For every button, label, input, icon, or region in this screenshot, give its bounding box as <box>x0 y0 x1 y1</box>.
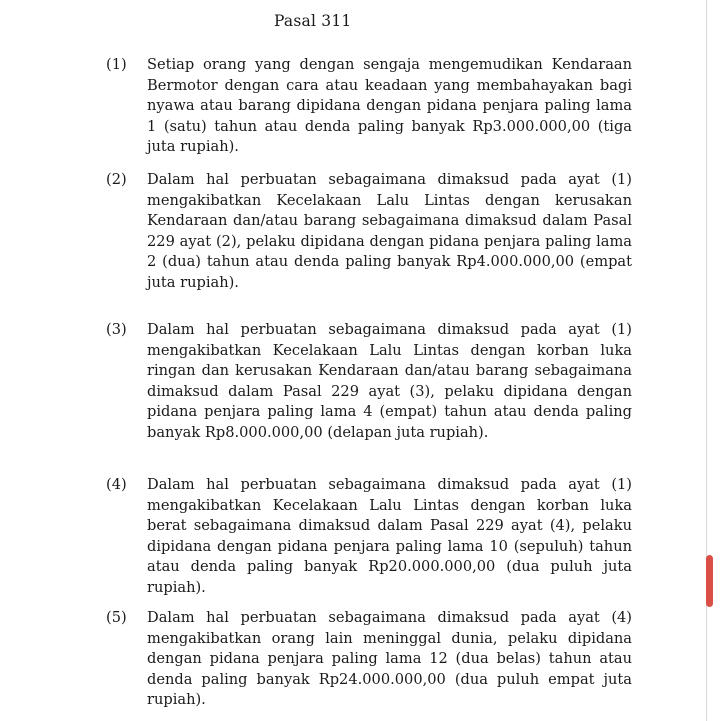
ayat-text: Setiap orang yang dengan sengaja mengemudikan Kendaraan Bermotor dengan cara atau keadaan yang membahayakan bagi nyawa atau barang dipidana dengan pidana penjara paling lama 1 (satu) tahun atau denda paling banyak Rp3.000.000,00 (tiga juta rupiah). <box>147 56 632 156</box>
ayat-2 <box>106 170 632 294</box>
article-title: Pasal 311 <box>274 12 352 30</box>
ayat-text: Dalam hal perbuatan sebagaimana dimaksud pada ayat (4) mengakibatkan orang lain meninggal dunia, pelaku dipidana dengan pidana penjara paling lama 12 (dua belas) tahun atau denda paling banyak Rp24.000.000,00 (dua puluh empat juta rupiah). <box>147 609 632 709</box>
ayat-number: (5) <box>106 609 127 626</box>
ayat-number: (2) <box>106 171 127 188</box>
ayat-text: Dalam hal perbuatan sebagaimana dimaksud pada ayat (1) mengakibatkan Kecelakaan Lalu Lintas dengan korban luka berat sebagaimana dimaksud dalam Pasal 229 ayat (4), pelaku dipidana dengan pidana penjara paling lama 10 (sepuluh) tahun atau denda paling banyak Rp20.000.000,00 (dua puluh juta rupiah). <box>147 476 632 596</box>
ayat-text: Dalam hal perbuatan sebagaimana dimaksud pada ayat (1) mengakibatkan Kecelakaan Lalu Lintas dengan kerusakan Kendaraan dan/atau barang sebagaimana dimaksud dalam Pasal 229 ayat (2), pelaku dipidana dengan pidana penjara paling lama 2 (dua) tahun atau denda paling banyak Rp4.000.000,00 (empat juta rupiah). <box>147 171 632 291</box>
ayat-1 <box>106 55 632 158</box>
ayat-text: Dalam hal perbuatan sebagaimana dimaksud pada ayat (1) mengakibatkan Kecelakaan Lalu Lintas dengan korban luka ringan dan kerusakan Kendaraan dan/atau barang sebagaimana dimaksud dalam Pasal 229 ayat (3), pelaku dipidana dengan pidana penjara paling lama 4 (empat) tahun atau denda paling banyak Rp8.000.000,00 (delapan juta rupiah). <box>147 321 632 441</box>
scrollbar-thumb[interactable] <box>706 555 713 607</box>
ayat-number: (3) <box>106 321 127 338</box>
ayat-number: (4) <box>106 476 127 493</box>
ayat-number: (1) <box>106 56 127 73</box>
ayat-5 <box>106 608 632 711</box>
ayat-3 <box>106 320 632 444</box>
ayat-4 <box>106 475 632 599</box>
